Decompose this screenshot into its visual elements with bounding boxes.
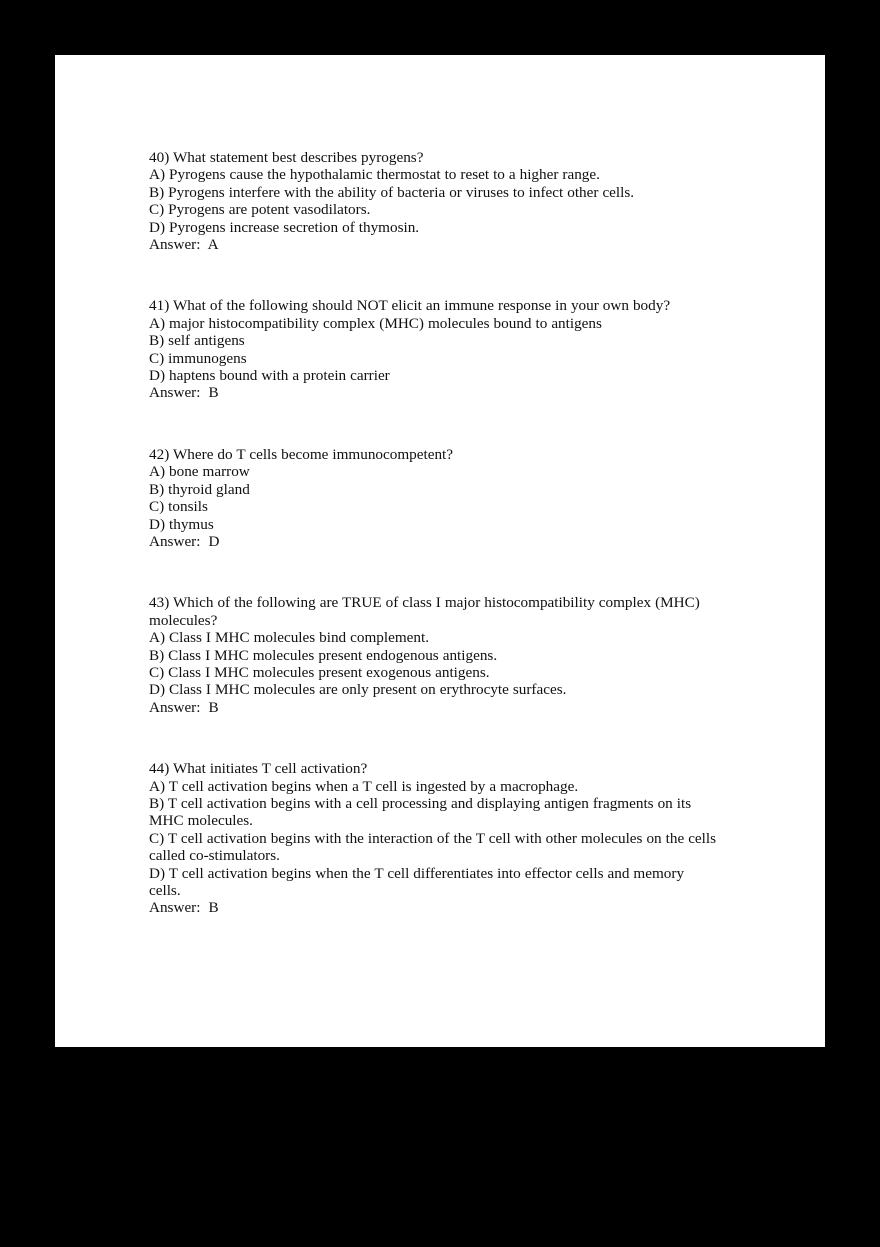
- question-stem: 40) What statement best describes pyrogens?: [149, 149, 424, 166]
- answer-key: Answer: D: [149, 532, 220, 550]
- question-block: [149, 149, 719, 253]
- question-stem: 41) What of the following should NOT elicit an immune response in your own body?: [149, 297, 671, 315]
- answer-choice-b: B) Class I MHC molecules present endogenous antigens.: [149, 646, 498, 664]
- answer-choice-c: C) Pyrogens are potent vasodilators.: [149, 201, 371, 219]
- question-stem: 43) Which of the following are TRUE of class I major histocompatibility complex (MHC) molecules?: [149, 594, 700, 629]
- answer-choice-c: C) immunogens: [149, 349, 247, 367]
- question-stem: 42) Where do T cells become immunocompetent?: [149, 445, 454, 463]
- answer-key: Answer: B: [149, 899, 219, 917]
- answer-choice-c: C) Class I MHC molecules present exogenous antigens.: [149, 663, 490, 681]
- answer-choice-d: D) Pyrogens increase secretion of thymosin.: [149, 218, 420, 236]
- answer-choice-a: A) major histocompatibility complex (MHC) molecules bound to antigens: [149, 314, 602, 332]
- answer-key: Answer: A: [149, 236, 219, 254]
- answer-choice-c: C) tonsils: [149, 498, 208, 516]
- answer-choice-b: B) Pyrogens interfere with the ability of bacteria or viruses to infect other cells.: [149, 183, 635, 201]
- question-block: [149, 446, 719, 550]
- answer-key: Answer: B: [149, 384, 219, 402]
- question-block: [149, 760, 719, 917]
- answer-choice-a: A) Pyrogens cause the hypothalamic thermostat to reset to a higher range.: [149, 166, 600, 184]
- question-block: [149, 297, 719, 401]
- answer-choice-d: D) Class I MHC molecules are only present on erythrocyte surfaces.: [149, 681, 567, 699]
- answer-choice-a: A) bone marrow: [149, 463, 250, 481]
- answer-key: Answer: B: [149, 698, 219, 716]
- answer-choice-b: B) thyroid gland: [149, 480, 250, 498]
- answer-choice-b: B) self antigens: [149, 332, 245, 350]
- question-block: [149, 594, 719, 716]
- question-list: [149, 149, 719, 917]
- answer-choice-d: D) haptens bound with a protein carrier: [149, 367, 390, 385]
- question-stem: 44) What initiates T cell activation?: [149, 760, 368, 778]
- answer-choice-d: D) T cell activation begins when the T cell differentiates into effector cells and memory cells.: [149, 864, 685, 899]
- answer-choice-a: A) Class I MHC molecules bind complement.: [149, 629, 430, 647]
- document-page: [55, 55, 825, 1047]
- answer-choice-a: A) T cell activation begins when a T cell is ingested by a macrophage.: [149, 777, 579, 795]
- answer-choice-b: B) T cell activation begins with a cell processing and displaying antigen fragments on its MHC molecules.: [149, 794, 692, 830]
- answer-choice-d: D) thymus: [149, 515, 214, 533]
- answer-choice-c: C) T cell activation begins with the interaction of the T cell with other molecules on the cells called co-stimulators.: [149, 829, 717, 865]
